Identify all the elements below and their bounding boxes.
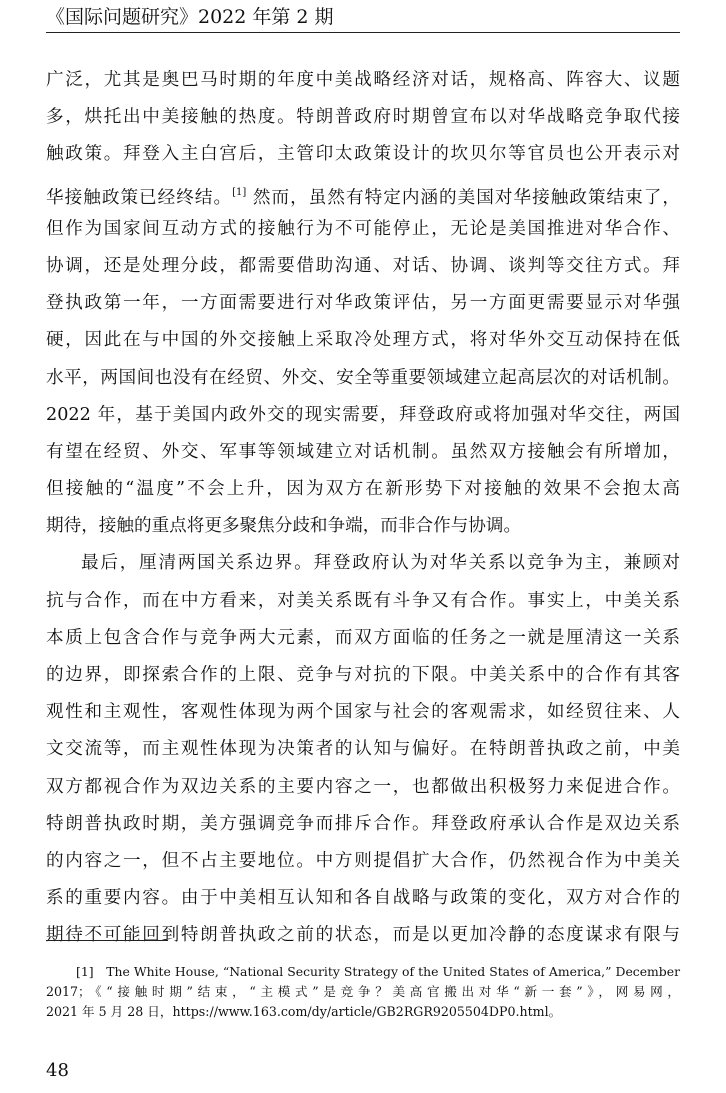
text-segment: 华接触政策已经终结。 (46, 187, 233, 208)
text-line: 水平，两国间也没有在经贸、外交、安全等重要领域建立起高层次的对话机制。 (46, 367, 680, 388)
text-line-with-footnote (46, 174, 680, 211)
text-line: 最后，厘清两国关系边界。拜登政府认为对华关系以竞争为主，兼顾对 (81, 553, 680, 574)
footnote-line: [1] The White House, “National Security Strategy of the United States of America,” December (76, 964, 680, 979)
text-line: 期待不可能回到特朗普执政之前的状态，而是以更加冷静的态度谋求有限与 (46, 925, 680, 946)
text-line: 多，烘托出中美接触的热度。特朗普政府时期曾宣布以对华战略竞争取代接 (46, 107, 680, 128)
article-body (46, 62, 680, 955)
text-line: 的内容之一，但不占主要地位。中方则提倡扩大合作，仍然视合作为中美关 (46, 850, 680, 871)
text-line: 登执政第一年，一方面需要进行对华政策评估，另一方面更需要显示对华强 (46, 293, 680, 314)
header-divider (46, 32, 680, 33)
text-line: 但作为国家间互动方式的接触行为不可能停止，无论是美国推进对华合作、 (46, 218, 680, 239)
text-line: 系的重要内容。由于中美相互认知和各自战略与政策的变化，双方对合作的 (46, 888, 680, 909)
text-segment: 然而，虽然有特定内涵的美国对华接触政策结束了， (252, 187, 680, 208)
text-line: 广泛，尤其是奥巴马时期的年度中美战略经济对话，规格高、阵容大、议题 (46, 70, 680, 90)
footnote-divider (46, 940, 168, 941)
page-number: 48 (46, 1060, 69, 1081)
journal-header: 《国际问题研究》2022 年第 2 期 (46, 6, 334, 28)
text-line: 期待，接触的重点将更多聚焦分歧和争端，而非合作与协调。 (46, 516, 522, 537)
text-line: 本质上包含合作与竞争两大元素，而双方面临的任务之一就是厘清这一关系 (46, 627, 680, 648)
footnote-line: 2021 年 5 月 28 日，https://www.163.com/dy/article/GB2RGR9205504DP0.html。 (46, 1004, 562, 1019)
text-line: 的边界，即探索合作的上限、竞争与对抗的下限。中美关系中的合作有其客 (46, 665, 680, 685)
text-line: 但接触的“温度”不会上升，因为双方在新形势下对接触的效果不会抱太高 (46, 479, 680, 500)
text-line: 抗与合作，而在中方看来，对美关系既有斗争又有合作。事实上，中美关系 (46, 590, 680, 611)
text-line: 协调，还是处理分歧，都需要借助沟通、对话、协调、谈判等交往方式。拜 (46, 255, 680, 276)
text-line: 观性和主观性，客观性体现为两个国家与社会的客观需求，如经贸往来、人 (46, 702, 680, 723)
text-line: 特朗普执政时期，美方强调竞争而排斥合作。拜登政府承认合作是双边关系 (46, 813, 680, 834)
text-line: 有望在经贸、外交、军事等领域建立对话机制。虽然双方接触会有所增加， (46, 441, 680, 462)
footnote-marker[interactable]: [1] (232, 186, 247, 198)
text-line: 触政策。拜登入主白宫后，主管印太政策设计的坎贝尔等官员也公开表示对 (46, 144, 680, 165)
footnote (46, 962, 680, 1022)
text-line: 硬，因此在与中国的外交接触上采取冷处理方式，将对华外交互动保持在低 (46, 330, 680, 351)
footnote-line: 2017；《“接触时期”结束，“主模式”是竞争？美高官搬出对华“新一套”》，网易网， (46, 984, 680, 999)
text-line: 双方都视合作为双边关系的主要内容之一，也都做出积极努力来促进合作。 (46, 776, 680, 797)
text-line: 2022 年，基于美国内政外交的现实需要，拜登政府或将加强对华交往，两国 (46, 404, 680, 425)
text-line: 文交流等，而主观性体现为决策者的认知与偏好。在特朗普执政之前，中美 (46, 739, 680, 760)
